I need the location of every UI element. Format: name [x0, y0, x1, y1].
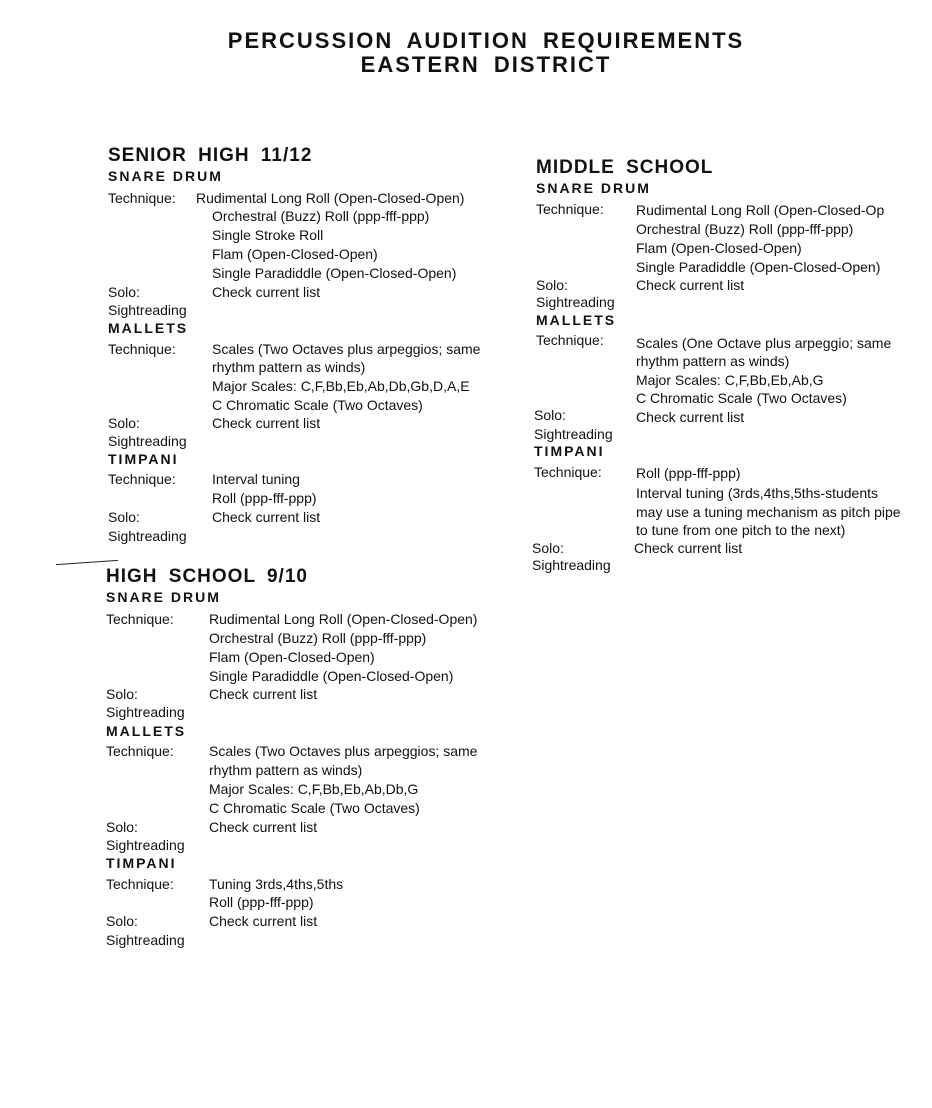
high-snare-solo-value: Check current list — [209, 686, 318, 702]
middle-timpani-technique-line: may use a tuning mechanism as pitch pipe — [636, 504, 901, 520]
page-title-line1: PERCUSSION AUDITION REQUIREMENTS — [227, 28, 745, 53]
senior-mallets-solo-value: Check current list — [212, 415, 321, 431]
middle-timpani-technique-label: Technique: — [534, 464, 602, 480]
middle-mallets-solo-label: Solo: — [534, 407, 566, 423]
senior-mallets-technique-line: Scales (Two Octaves plus arpeggios; same — [212, 341, 481, 357]
senior-mallets-technique-line: Major Scales: C,F,Bb,Eb,Ab,Db,Gb,D,A,E — [212, 378, 470, 394]
senior-timpani-solo-label: Solo: — [108, 509, 140, 525]
senior-snare-technique-line: Orchestral (Buzz) Roll (ppp-fff-ppp) — [212, 208, 430, 224]
high-mallets-sightreading: Sightreading — [106, 837, 185, 853]
middle-mallets-technique-line: rhythm pattern as winds) — [636, 353, 790, 369]
high-timpani-technique-label: Technique: — [106, 876, 174, 892]
high-timpani-solo-label: Solo: — [106, 913, 138, 929]
senior-snare-technique-line: Single Stroke Roll — [212, 227, 324, 243]
senior-mallets-heading: MALLETS — [108, 320, 189, 336]
middle-snare-solo-label: Solo: — [536, 277, 568, 293]
high-mallets-technique-line: Scales (Two Octaves plus arpeggios; same — [209, 743, 478, 759]
senior-snare-solo-label: Solo: — [108, 284, 140, 300]
high-school-heading: HIGH SCHOOL 9/10 — [106, 566, 308, 587]
high-mallets-technique-label: Technique: — [106, 743, 174, 759]
middle-timpani-technique-line: to tune from one pitch to the next) — [636, 522, 846, 538]
middle-snare-technique-line: Flam (Open-Closed-Open) — [636, 240, 802, 256]
middle-mallets-technique-line: C Chromatic Scale (Two Octaves) — [636, 390, 847, 406]
high-snare-heading: SNARE DRUM — [106, 589, 221, 605]
senior-snare-sightreading: Sightreading — [108, 302, 187, 318]
senior-snare-solo-value: Check current list — [212, 284, 321, 300]
senior-timpani-sightreading: Sightreading — [108, 528, 187, 544]
senior-snare-technique-label: Technique: — [108, 190, 176, 206]
high-snare-technique-line: Rudimental Long Roll (Open-Closed-Open) — [209, 611, 478, 627]
senior-timpani-heading: TIMPANI — [108, 451, 179, 467]
senior-timpani-technique-line: Roll (ppp-fff-ppp) — [212, 490, 317, 506]
middle-timpani-solo-value: Check current list — [634, 540, 743, 556]
high-timpani-technique-line: Tuning 3rds,4ths,5ths — [209, 876, 344, 892]
high-snare-sightreading: Sightreading — [106, 704, 185, 720]
senior-snare-heading: SNARE DRUM — [108, 168, 223, 184]
page-title-line2: EASTERN DISTRICT — [360, 52, 612, 77]
high-mallets-technique-line: rhythm pattern as winds) — [209, 762, 363, 778]
senior-mallets-technique-line: C Chromatic Scale (Two Octaves) — [212, 397, 423, 413]
senior-mallets-technique-line: rhythm pattern as winds) — [212, 359, 366, 375]
high-snare-technique-line: Single Paradiddle (Open-Closed-Open) — [209, 668, 454, 684]
middle-mallets-heading: MALLETS — [536, 312, 617, 328]
high-timpani-heading: TIMPANI — [106, 855, 177, 871]
middle-snare-solo-value: Check current list — [636, 277, 745, 293]
senior-high-heading: SENIOR HIGH 11/12 — [108, 145, 313, 166]
senior-timpani-technique-label: Technique: — [108, 471, 176, 487]
high-timpani-sightreading: Sightreading — [106, 932, 185, 948]
middle-mallets-technique-label: Technique: — [536, 332, 604, 348]
senior-mallets-solo-label: Solo: — [108, 415, 140, 431]
high-snare-technique-line: Flam (Open-Closed-Open) — [209, 649, 375, 665]
middle-mallets-sightreading: Sightreading — [534, 426, 613, 442]
middle-mallets-solo-value: Check current list — [636, 409, 745, 425]
high-snare-technique-line: Orchestral (Buzz) Roll (ppp-fff-ppp) — [209, 630, 427, 646]
high-mallets-solo-value: Check current list — [209, 819, 318, 835]
high-snare-technique-label: Technique: — [106, 611, 174, 627]
senior-snare-technique-line: Flam (Open-Closed-Open) — [212, 246, 378, 262]
high-mallets-solo-label: Solo: — [106, 819, 138, 835]
middle-snare-sightreading: Sightreading — [536, 294, 615, 310]
high-mallets-technique-line: C Chromatic Scale (Two Octaves) — [209, 800, 420, 816]
senior-timpani-technique-line: Interval tuning — [212, 471, 300, 487]
high-mallets-heading: MALLETS — [106, 723, 187, 739]
middle-timpani-heading: TIMPANI — [534, 443, 605, 459]
middle-timpani-sightreading: Sightreading — [532, 557, 611, 573]
middle-school-heading: MIDDLE SCHOOL — [536, 157, 714, 178]
middle-snare-technique-line: Orchestral (Buzz) Roll (ppp-fff-ppp) — [636, 221, 854, 237]
high-timpani-technique-line: Roll (ppp-fff-ppp) — [209, 894, 314, 910]
middle-snare-technique-label: Technique: — [536, 201, 604, 217]
high-mallets-technique-line: Major Scales: C,F,Bb,Eb,Ab,Db,G — [209, 781, 419, 797]
middle-mallets-technique-line: Scales (One Octave plus arpeggio; same — [636, 335, 892, 351]
middle-timpani-technique-line: Interval tuning (3rds,4ths,5ths-students — [636, 485, 879, 501]
senior-timpani-solo-value: Check current list — [212, 509, 321, 525]
high-timpani-solo-value: Check current list — [209, 913, 318, 929]
high-snare-solo-label: Solo: — [106, 686, 138, 702]
senior-mallets-sightreading: Sightreading — [108, 433, 187, 449]
middle-timpani-technique-line: Roll (ppp-fff-ppp) — [636, 465, 741, 481]
middle-snare-heading: SNARE DRUM — [536, 180, 651, 196]
middle-snare-technique-line: Single Paradiddle (Open-Closed-Open) — [636, 259, 881, 275]
middle-mallets-technique-line: Major Scales: C,F,Bb,Eb,Ab,G — [636, 372, 824, 388]
senior-snare-technique-line: Single Paradiddle (Open-Closed-Open) — [212, 265, 457, 281]
stray-pen-mark — [56, 560, 118, 565]
middle-timpani-solo-label: Solo: — [532, 540, 564, 556]
middle-snare-technique-line: Rudimental Long Roll (Open-Closed-Op — [636, 202, 885, 218]
senior-snare-technique-line: Rudimental Long Roll (Open-Closed-Open) — [196, 190, 465, 206]
senior-mallets-technique-label: Technique: — [108, 341, 176, 357]
